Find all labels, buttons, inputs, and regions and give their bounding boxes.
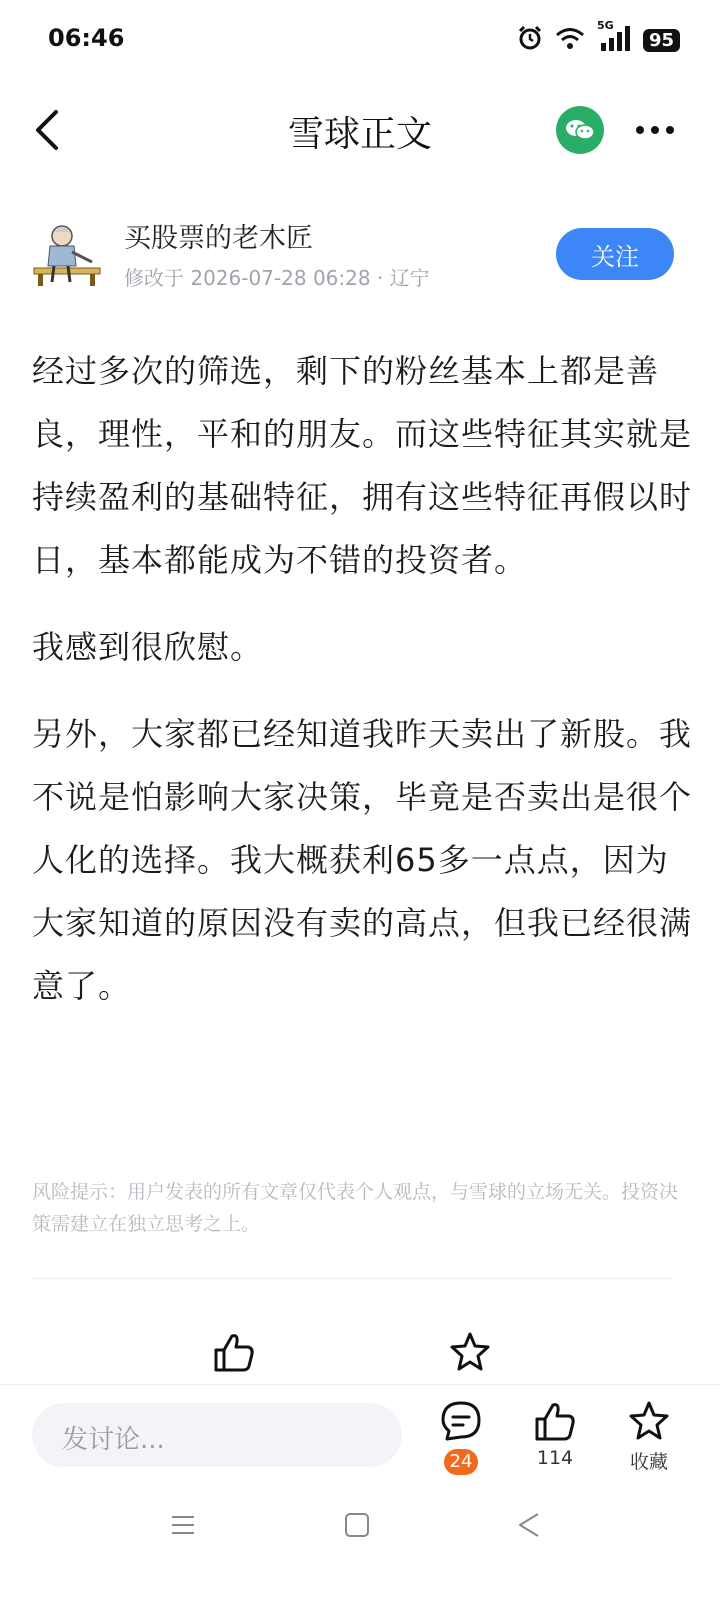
avatar-image	[32, 216, 102, 286]
author-name[interactable]: 买股票的老木匠	[124, 223, 313, 254]
system-back-button[interactable]	[516, 1512, 542, 1538]
comment-placeholder: 发讨论...	[62, 1425, 165, 1455]
wechat-share-button[interactable]	[556, 106, 604, 154]
post-meta: 修改于 2026-07-28 06:28 · 辽宁	[124, 266, 430, 290]
top-nav	[0, 90, 720, 170]
signal-icon	[596, 19, 631, 55]
wechat-icon	[564, 117, 596, 143]
article-paragraph: 另外，大家都已经知道我昨天卖出了新股。我不说是怕影响大家决策，毕竟是否卖出是很个人化的选择。我大概获利65多一点点，因为大家知道的原因没有卖的高点，但我已经很满意了。	[32, 715, 693, 1005]
wifi-icon	[555, 26, 585, 54]
divider	[32, 1278, 674, 1279]
thumbs-up-icon	[533, 1399, 577, 1443]
comment-input[interactable]	[32, 1403, 402, 1467]
avatar[interactable]	[32, 216, 102, 286]
battery-indicator: 95	[643, 29, 680, 52]
article-like-button[interactable]	[212, 1330, 256, 1374]
comment-bubble-icon	[439, 1399, 483, 1443]
network-type: 5G	[596, 19, 614, 32]
status-time: 06:46	[48, 24, 125, 52]
like-button[interactable]	[520, 1399, 590, 1469]
favorite-label: 收藏	[629, 1451, 668, 1473]
menu-lines-icon	[170, 1512, 196, 1538]
author-row	[0, 210, 720, 300]
comments-button[interactable]	[426, 1399, 496, 1475]
recents-button[interactable]	[170, 1512, 196, 1538]
article-paragraph: 经过多次的筛选，剩下的粉丝基本上都是善良，理性，平和的朋友。而这些特征其实就是持续盈利的基础特征，拥有这些特征再假以时日，基本都能成为不错的投资者。	[32, 352, 693, 579]
triangle-back-icon	[516, 1512, 542, 1538]
thumbs-up-icon	[212, 1330, 256, 1374]
article-paragraph: 我感到很欣慰。	[32, 628, 264, 666]
more-options-button[interactable]	[630, 110, 680, 150]
article-body	[32, 340, 692, 1042]
follow-button[interactable]: 关注	[556, 228, 674, 280]
status-bar	[0, 0, 720, 80]
like-count: 114	[536, 1447, 574, 1469]
system-nav-bar	[0, 1494, 720, 1604]
page-title: 雪球正文	[287, 114, 432, 155]
square-icon	[344, 1512, 370, 1538]
bottom-action-bar	[0, 1384, 720, 1495]
alarm-icon	[517, 25, 543, 55]
star-icon	[627, 1399, 671, 1443]
comment-count-badge: 24	[444, 1449, 478, 1475]
article-favorite-button[interactable]	[448, 1330, 492, 1374]
star-icon	[448, 1330, 492, 1374]
home-button[interactable]	[344, 1512, 370, 1538]
more-dots-icon	[635, 125, 675, 135]
favorite-button[interactable]	[614, 1399, 684, 1474]
risk-notice: 风险提示：用户发表的所有文章仅代表个人观点，与雪球的立场无关。投资决策需建立在独立思考之上。	[32, 1181, 679, 1235]
status-icons	[517, 19, 680, 58]
